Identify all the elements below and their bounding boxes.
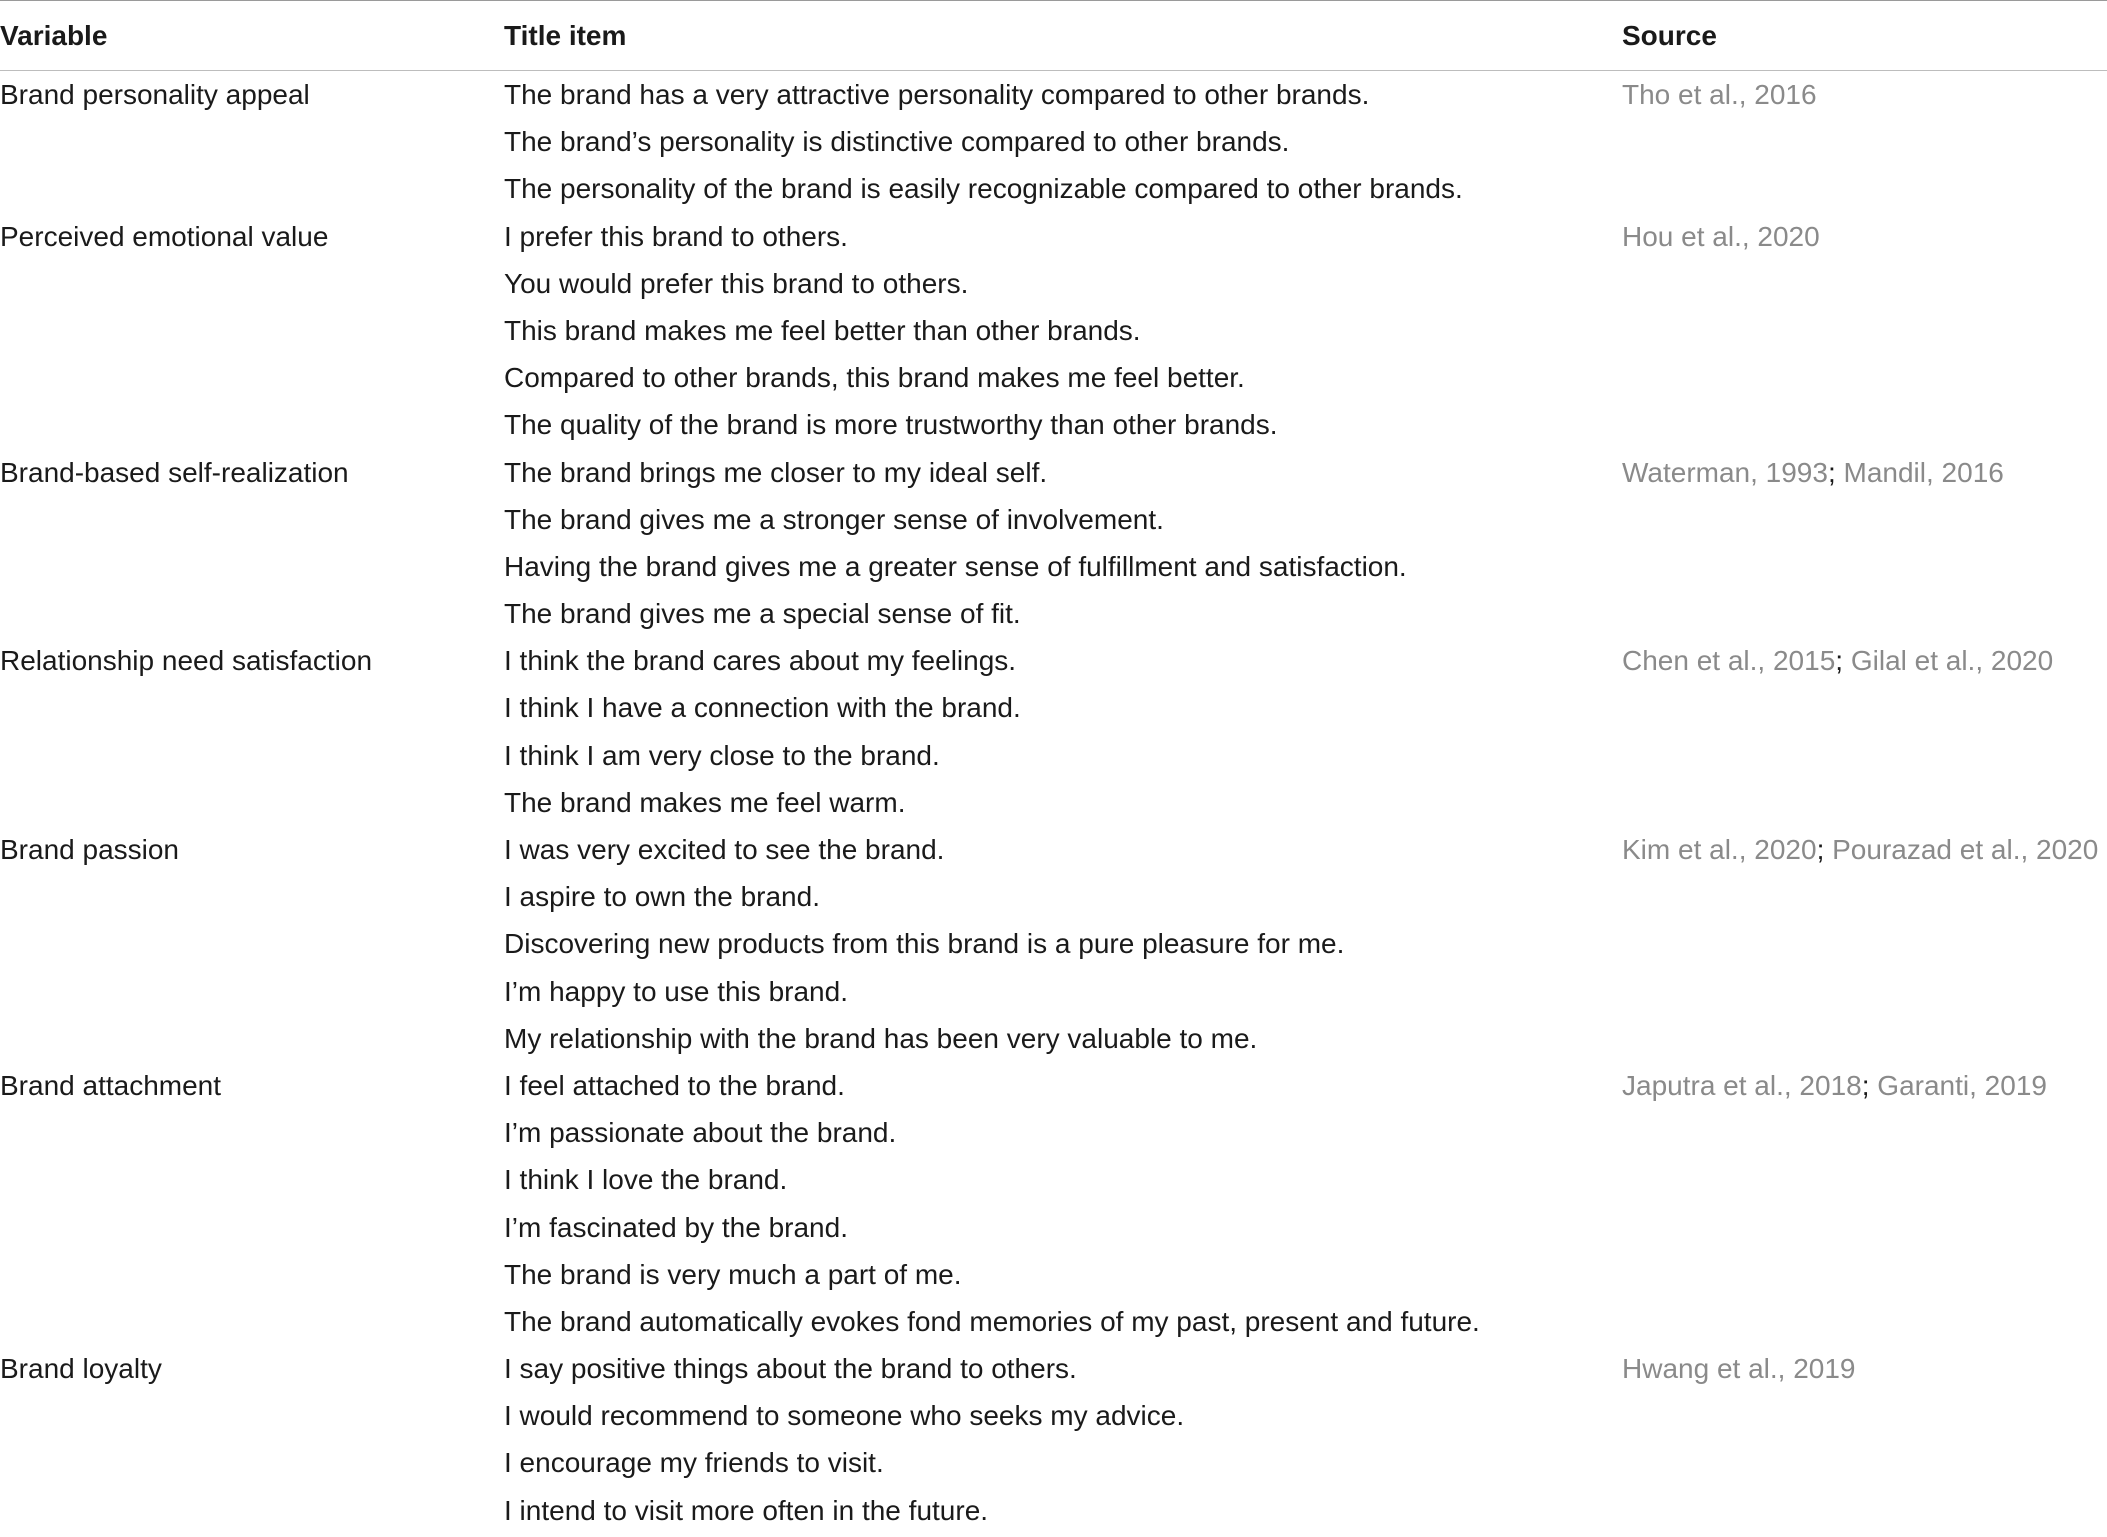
table-row — [0, 1015, 2107, 1062]
table-row — [0, 118, 2107, 165]
title-item-cell: The personality of the brand is easily recognizable compared to other brands. — [504, 173, 1463, 205]
table-row — [0, 1062, 2107, 1109]
table-row — [0, 732, 2107, 779]
title-item-cell: I’m happy to use this brand. — [504, 975, 848, 1007]
title-item-cell: I prefer this brand to others. — [504, 220, 848, 252]
table-row — [0, 354, 2107, 401]
source-citation-link[interactable]: Kim et al., 2020 — [1622, 834, 1817, 865]
source-citation-link[interactable]: Mandil, 2016 — [1843, 456, 2004, 488]
table-body — [0, 71, 2107, 1534]
table-row — [0, 1392, 2107, 1439]
citation-separator: ; — [1816, 834, 1833, 865]
title-item-cell: I think I love the brand. — [504, 1164, 788, 1196]
title-item-cell: The brand’s personality is distinctive compared to other brands. — [504, 126, 1290, 158]
title-item-cell: I encourage my friends to visit. — [504, 1447, 884, 1479]
source-cell — [1622, 213, 1820, 260]
source-cell — [1622, 637, 2053, 684]
source-citation-link[interactable]: Gilal et al., 2020 — [1850, 645, 2054, 677]
title-item-cell: I aspire to own the brand. — [504, 881, 820, 913]
table-row — [0, 1439, 2107, 1486]
variable-cell: Brand personality appeal — [0, 79, 310, 110]
source-citation-link[interactable]: Pourazad et al., 2020 — [1832, 834, 2099, 865]
title-item-cell: This brand makes me feel better than other brands. — [504, 314, 1141, 346]
citation-separator: ; — [1835, 645, 1851, 677]
variable-cell: Brand loyalty — [0, 1353, 162, 1385]
source-citation-link[interactable]: Garanti, 2019 — [1877, 1069, 2047, 1101]
table-row — [0, 779, 2107, 826]
table-row — [0, 873, 2107, 920]
table-header — [0, 1, 2107, 71]
title-item-cell: I was very excited to see the brand. — [504, 834, 945, 865]
table-row — [0, 307, 2107, 354]
variable-cell: Brand attachment — [0, 1069, 222, 1101]
header-title-item: Title item — [504, 20, 627, 51]
source-cell — [1622, 71, 1817, 118]
table-row — [0, 1109, 2107, 1156]
table-row — [0, 401, 2107, 448]
title-item-cell: The brand is very much a part of me. — [504, 1258, 962, 1290]
table-row — [0, 637, 2107, 684]
table-row — [0, 590, 2107, 637]
variable-cell: Brand passion — [0, 834, 180, 865]
title-item-cell: The brand automatically evokes fond memories of my past, present and future. — [504, 1305, 1480, 1337]
title-item-cell: The brand gives me a stronger sense of involvement. — [504, 503, 1164, 535]
source-cell — [1622, 1345, 1856, 1392]
source-cell — [1622, 1062, 2047, 1109]
title-item-cell: I think the brand cares about my feelings. — [504, 645, 1017, 677]
title-item-cell: You would prefer this brand to others. — [504, 267, 969, 299]
source-cell — [1622, 826, 2098, 873]
table-row — [0, 165, 2107, 212]
citation-separator: ; — [1861, 1069, 1878, 1101]
title-item-cell: I say positive things about the brand to others. — [504, 1353, 1077, 1385]
title-item-cell: The quality of the brand is more trustworthy than other brands. — [504, 409, 1278, 441]
title-item-cell: My relationship with the brand has been very valuable to me. — [504, 1022, 1258, 1054]
table-row — [0, 1345, 2107, 1392]
source-citation-link[interactable]: Hwang et al., 2019 — [1622, 1353, 1856, 1385]
variable-cell: Perceived emotional value — [0, 220, 329, 252]
table-row — [0, 449, 2107, 496]
title-item-cell: The brand brings me closer to my ideal self. — [504, 456, 1048, 488]
citation-separator: ; — [1827, 456, 1844, 488]
title-item-cell: Compared to other brands, this brand makes me feel better. — [504, 362, 1245, 394]
table-row — [0, 213, 2107, 260]
title-item-cell: I’m passionate about the brand. — [504, 1117, 897, 1149]
header-variable: Variable — [0, 20, 108, 51]
table-row — [0, 1298, 2107, 1345]
source-citation-link[interactable]: Chen et al., 2015 — [1622, 645, 1836, 677]
title-item-cell: I think I have a connection with the brand. — [504, 692, 1021, 724]
table-row — [0, 826, 2107, 873]
title-item-cell: I’m fascinated by the brand. — [504, 1211, 848, 1243]
title-item-cell: I think I am very close to the brand. — [504, 739, 940, 771]
table-row — [0, 920, 2107, 967]
variable-cell: Brand-based self-realization — [0, 456, 349, 488]
table-row — [0, 260, 2107, 307]
table-row — [0, 1204, 2107, 1251]
source-citation-link[interactable]: Tho et al., 2016 — [1622, 79, 1817, 110]
table-row — [0, 1251, 2107, 1298]
title-item-cell: I feel attached to the brand. — [504, 1069, 845, 1101]
title-item-cell: I would recommend to someone who seeks my advice. — [504, 1400, 1185, 1432]
title-item-cell: The brand has a very attractive personality compared to other brands. — [504, 79, 1370, 110]
title-item-cell: Having the brand gives me a greater sense of fulfillment and satisfaction. — [504, 550, 1407, 582]
variable-cell: Relationship need satisfaction — [0, 645, 373, 677]
table-row — [0, 1156, 2107, 1203]
source-citation-link[interactable]: Hou et al., 2020 — [1622, 220, 1820, 252]
title-item-cell: Discovering new products from this brand is a pure pleasure for me. — [504, 928, 1345, 960]
table-row — [0, 684, 2107, 731]
title-item-cell: The brand makes me feel warm. — [504, 786, 906, 818]
header-source: Source — [1622, 20, 1717, 51]
table-row — [0, 968, 2107, 1015]
table-row — [0, 543, 2107, 590]
title-item-cell: The brand gives me a special sense of fit. — [504, 598, 1021, 630]
source-cell — [1622, 449, 2004, 496]
title-item-cell: I intend to visit more often in the future. — [504, 1494, 989, 1526]
source-citation-link[interactable]: Japutra et al., 2018 — [1622, 1069, 1862, 1101]
table-row — [0, 1487, 2107, 1534]
source-citation-link[interactable]: Waterman, 1993 — [1622, 456, 1828, 488]
table-row — [0, 71, 2107, 118]
table-row — [0, 496, 2107, 543]
